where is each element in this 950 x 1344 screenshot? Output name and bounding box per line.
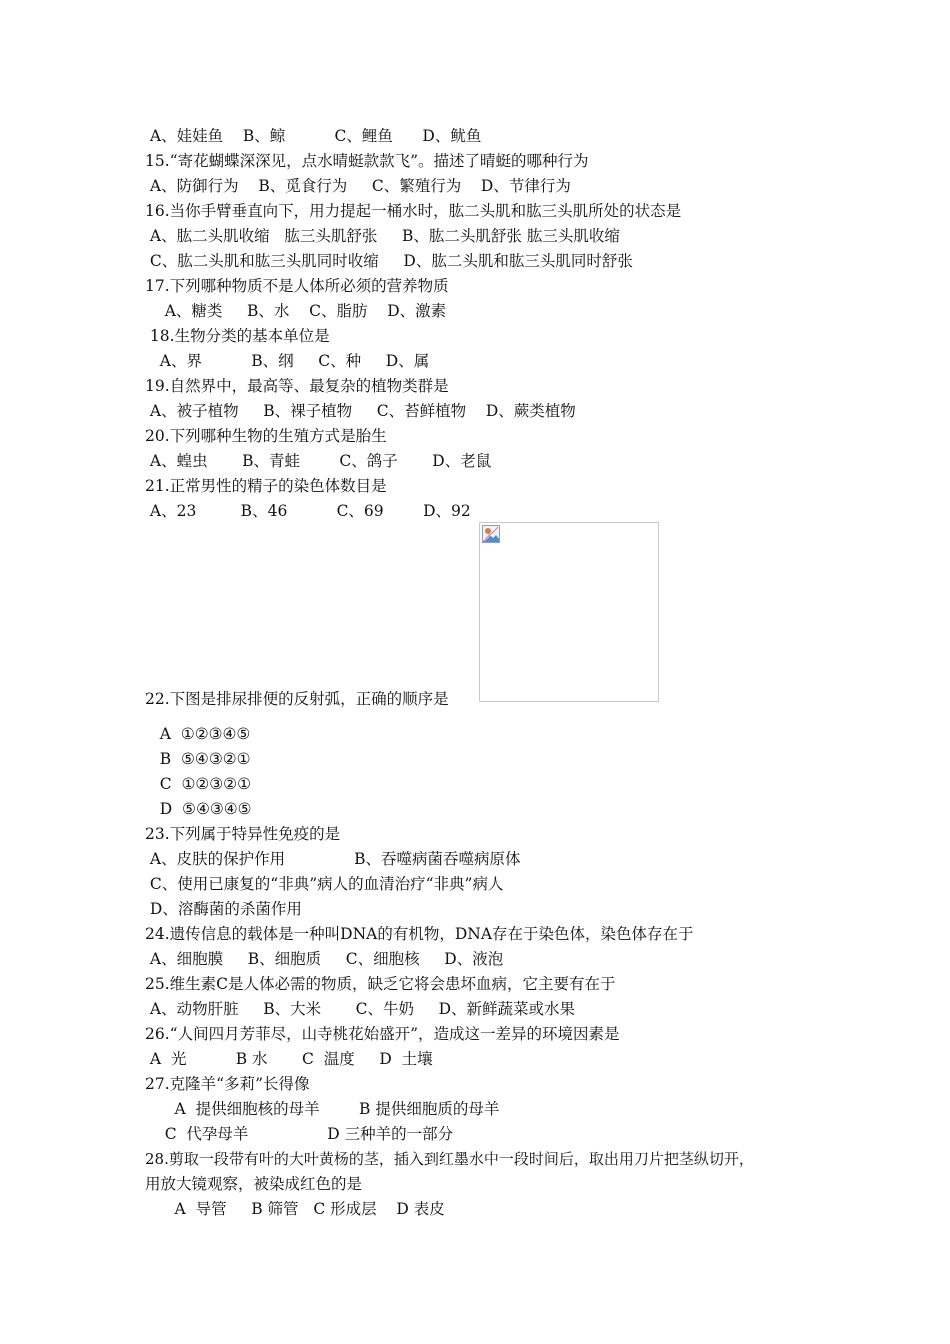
broken-image-icon [482,525,500,543]
q27-options-cd: C 代孕母羊 D 三种羊的一部分 [145,1125,454,1143]
q23-option-c: C、使用已康复的“非典”病人的血清治疗“非典”病人 [145,875,504,893]
q17-options: A、糖类 B、水 C、脂肪 D、激素 [145,302,447,320]
q19-text: 19.自然界中，最高等、最复杂的植物类群是 [145,377,449,395]
q22-text: 22.下图是排尿排便的反射弧，正确的顺序是 [145,690,449,708]
q14-options: A、娃娃鱼 B、鲸 C、鲤鱼 D、鱿鱼 [145,127,482,145]
q15-options: A、防御行为 B、觅食行为 C、繁殖行为 D、节律行为 [145,177,571,195]
q27-text: 27.克隆羊“多莉”长得像 [145,1075,310,1093]
q24-text: 24.遗传信息的载体是一种叫DNA的有机物，DNA存在于染色体，染色体存在于 [145,925,694,943]
q21-text: 21.正常男性的精子的染色体数目是 [145,477,387,495]
q18-text: 18.生物分类的基本单位是 [145,327,330,345]
q22-option-d: D ⑤④③④⑤ [145,800,252,818]
q27-options-ab: A 提供细胞核的母羊 B 提供细胞质的母羊 [145,1100,500,1118]
q26-options: A 光 B 水 C 温度 D 土壤 [145,1050,433,1068]
q20-text: 20.下列哪种生物的生殖方式是胎生 [145,427,387,445]
q28-text-line1: 28.剪取一段带有叶的大叶黄杨的茎，插入到红墨水中一段时间后，取出用刀片把茎纵切开， [145,1150,754,1168]
q20-options: A、蝗虫 B、青蛙 C、鸽子 D、老鼠 [145,452,492,470]
q19-options: A、被子植物 B、裸子植物 C、苔鲜植物 D、蕨类植物 [145,402,576,420]
q18-options: A、界 B、纲 C、种 D、属 [145,352,430,370]
q24-options: A、细胞膜 B、细胞质 C、细胞核 D、液泡 [145,950,504,968]
q16-text: 16.当你手臂垂直向下，用力提起一桶水时，肱二头肌和肱三头肌所处的状态是 [145,202,682,220]
q22-option-c: C ①②③②① [145,775,251,793]
q23-text: 23.下列属于特异性免疫的是 [145,825,341,843]
q23-options-ab: A、皮肤的保护作用 B、吞噬病菌吞噬病原体 [145,850,521,868]
q17-text: 17.下列哪种物质不是人体所必须的营养物质 [145,277,449,295]
q25-options: A、动物肝脏 B、大米 C、牛奶 D、新鲜蔬菜或水果 [145,1000,576,1018]
q25-text: 25.维生素C是人体必需的物质，缺乏它将会患坏血病，它主要有在于 [145,975,616,993]
q22-option-a: A ①②③④⑤ [145,725,251,743]
reflex-arc-image-placeholder [479,522,659,702]
q26-text: 26.“人间四月芳菲尽，山寺桃花始盛开”，造成这一差异的环境因素是 [145,1025,620,1043]
q21-options: A、23 B、46 C、69 D、92 [145,502,471,520]
q22-option-b: B ⑤④③②① [145,750,251,768]
q28-text-line2: 用放大镜观察，被染成红色的是 [145,1175,363,1193]
q16-options-cd: C、肱二头肌和肱三头肌同时收缩 D、肱二头肌和肱三头肌同时舒张 [145,252,633,270]
q23-option-d: D、溶酶菌的杀菌作用 [145,900,302,918]
q15-text: 15.“寄花蝴蝶深深见，点水晴蜓款款飞”。描述了晴蜓的哪种行为 [145,152,589,170]
q16-options-ab: A、肱二头肌收缩 肱三头肌舒张 B、肱二头肌舒张 肱三头肌收缩 [145,227,620,245]
q28-options: A 导管 B 筛管 C 形成层 D 表皮 [145,1200,445,1218]
